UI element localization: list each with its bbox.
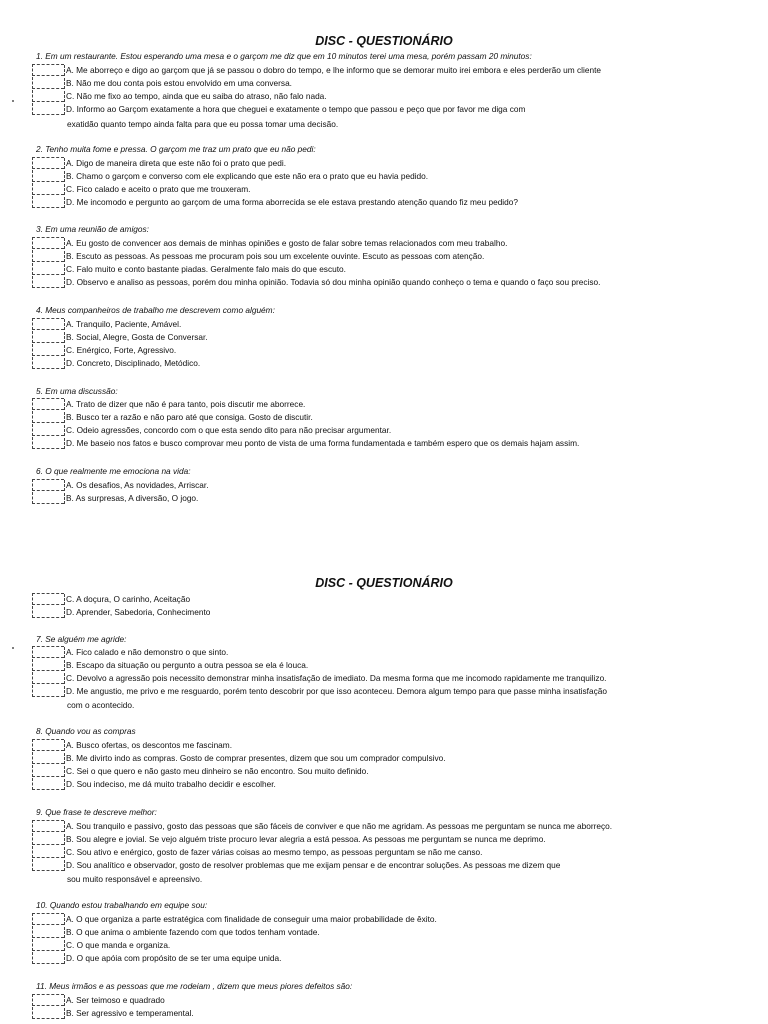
- questionnaire-page-2: [0, 540, 768, 1024]
- answer-box[interactable]: [32, 263, 64, 275]
- option-label: A. Tranquilo, Paciente, Amável.: [66, 319, 182, 329]
- option-label: B. Busco ter a razão e não paro até que consiga. Gosto de discutir.: [66, 412, 313, 422]
- option-label: A. Os desafios, As novidades, Arriscar.: [66, 480, 209, 490]
- answer-box[interactable]: [32, 672, 64, 684]
- option-continuation: sou muito responsável e apreensivo.: [67, 874, 203, 884]
- option-label: C. Fico calado e aceito o prato que me trouxeram.: [66, 184, 251, 194]
- option-label: B. Chamo o garçom e converso com ele explicando que este não era o prato que eu havia pedido.: [66, 171, 429, 181]
- option-continuation: com o acontecido.: [67, 700, 135, 710]
- option-label: D. Concreto, Disciplinado, Metódico.: [66, 358, 201, 368]
- answer-box[interactable]: [32, 77, 64, 89]
- page-title: DISC - QUESTIONÁRIO: [315, 576, 453, 590]
- option-label: D. Informo ao Garçom exatamente a hora que cheguei e exatamente o tempo que passou e peço que por favor me diga com: [66, 104, 526, 114]
- option-label: B. Me divirto indo as compras. Gosto de comprar presentes, dizem que sou um comprador compulsivo.: [66, 753, 446, 763]
- question-10: 10. Quando estou trabalhando em equipe sou:: [36, 900, 208, 910]
- question-4: 4. Meus companheiros de trabalho me descrevem como alguém:: [36, 305, 275, 315]
- answer-box[interactable]: [32, 913, 64, 925]
- answer-box[interactable]: [32, 685, 64, 697]
- answer-box[interactable]: [32, 646, 64, 658]
- answer-box[interactable]: [32, 846, 64, 858]
- option-label: B. Escapo da situação ou pergunto a outra pessoa se ela é louca.: [66, 660, 309, 670]
- option-label: A. Ser teimoso e quadrado: [66, 995, 165, 1005]
- question-5: 5. Em uma discussão:: [36, 386, 118, 396]
- answer-box[interactable]: [32, 739, 64, 751]
- answer-box[interactable]: [32, 318, 64, 330]
- option-label: C. Sei o que quero e não gasto meu dinheiro se não encontro. Sou muito definido.: [66, 766, 369, 776]
- option-label: C. Odeio agressões, concordo com o que esta sendo dito para não precisar argumentar.: [66, 425, 392, 435]
- option-label: B. Ser agressivo e temperamental.: [66, 1008, 194, 1018]
- option-label: B. Sou alegre e jovial. Se vejo alguém triste procuro levar alegria a está pessoa. As pessoas me perguntam se nunca me deprimo.: [66, 834, 546, 844]
- answer-box[interactable]: [32, 752, 64, 764]
- answer-box[interactable]: [32, 398, 64, 410]
- answer-box[interactable]: [32, 659, 64, 671]
- option-label: B. Social, Alegre, Gosta de Conversar.: [66, 332, 208, 342]
- option-label: C. Devolvo a agressão pois necessito demonstrar minha insatisfação de imediato. Da mesma forma que me incomodo rapidamente me tranquilizo.: [66, 673, 607, 683]
- question-7: 7. Se alguém me agride:: [36, 634, 127, 644]
- option-label: D. Me angustio, me privo e me resguardo, porém tento descobrir por que isso aconteceu. Demora algum tempo para que passe minha insatisfação: [66, 686, 607, 696]
- option-label: D. Me baseio nos fatos e busco comprovar meu ponto de vista de uma forma fundamentada e também espero que os demais hajam assim.: [66, 438, 580, 448]
- option-label: A. Fico calado e não demonstro o que sinto.: [66, 647, 229, 657]
- option-label: C. Sou ativo e enérgico, gosto de fazer várias coisas ao mesmo tempo, as pessoas perguntam se não me canso.: [66, 847, 483, 857]
- answer-box[interactable]: [32, 90, 64, 102]
- answer-box[interactable]: [32, 859, 64, 871]
- answer-box[interactable]: [32, 952, 64, 964]
- option-label: C. Não me fixo ao tempo, ainda que eu saiba do atraso, não falo nada.: [66, 91, 327, 101]
- option-continuation: exatidão quanto tempo ainda falta para que eu possa tomar uma decisão.: [67, 119, 339, 129]
- option-label: A. Trato de dizer que não é para tanto, pois discutir me aborrece.: [66, 399, 306, 409]
- question-9: 9. Que frase te descreve melhor:: [36, 807, 157, 817]
- answer-box[interactable]: [32, 250, 64, 262]
- question-1: 1. Em um restaurante. Estou esperando uma mesa e o garçom me diz que em 10 minutos terei uma mesa, porém passam 20 minutos:: [36, 51, 532, 61]
- option-label: B. Escuto as pessoas. As pessoas me procuram pois sou um excelente ouvinte. Escuto as pessoas com atenção.: [66, 251, 485, 261]
- option-label: C. Falo muito e conto bastante piadas. Geralmente falo mais do que escuto.: [66, 264, 346, 274]
- answer-box[interactable]: [32, 437, 64, 449]
- answer-box[interactable]: [32, 64, 64, 76]
- answer-box[interactable]: [32, 833, 64, 845]
- option-label: C. O que manda e organiza.: [66, 940, 171, 950]
- answer-box[interactable]: [32, 765, 64, 777]
- answer-box[interactable]: [32, 157, 64, 169]
- answer-box[interactable]: [32, 778, 64, 790]
- option-label: A. Busco ofertas, os descontos me fascinam.: [66, 740, 233, 750]
- question-2: 2. Tenho muita fome e pressa. O garçom me traz um prato que eu não pedi:: [36, 144, 316, 154]
- answer-box[interactable]: [32, 411, 64, 423]
- option-label: D. Sou indeciso, me dá muito trabalho decidir e escolher.: [66, 779, 276, 789]
- answer-box[interactable]: [32, 344, 64, 356]
- option-label: B. Não me dou conta pois estou envolvido em uma conversa.: [66, 78, 292, 88]
- option-label: D. Observo e analiso as pessoas, porém dou minha opinião. Todavia só dou minha opinião quando conheço o tema e quando o faço sou preciso.: [66, 277, 601, 287]
- option-label: B. O que anima o ambiente fazendo com que todos tenham vontade.: [66, 927, 320, 937]
- answer-box[interactable]: [32, 926, 64, 938]
- answer-box[interactable]: [32, 170, 64, 182]
- answer-box[interactable]: [32, 939, 64, 951]
- answer-box[interactable]: [32, 593, 64, 605]
- answer-box[interactable]: [32, 331, 64, 343]
- option-label: D. Aprender, Sabedoria, Conhecimento: [66, 607, 211, 617]
- answer-box[interactable]: [32, 479, 64, 491]
- answer-box[interactable]: [32, 1007, 64, 1019]
- question-8: 8. Quando vou as compras: [36, 726, 136, 736]
- option-label: B. As surpresas, A diversão, O jogo.: [66, 493, 199, 503]
- option-label: C. Enérgico, Forte, Agressivo.: [66, 345, 177, 355]
- answer-box[interactable]: [32, 606, 64, 618]
- option-label: A. Eu gosto de convencer aos demais de minhas opiniões e gosto de falar sobre temas relacionados com meu trabalho.: [66, 238, 508, 248]
- answer-box[interactable]: [32, 183, 64, 195]
- option-label: A. Sou tranquilo e passivo, gosto das pessoas que são fáceis de conviver e que não me agridam. As pessoas me perguntam se nunca me aborreço.: [66, 821, 613, 831]
- question-6: 6. O que realmente me emociona na vida:: [36, 466, 191, 476]
- option-label: C. A doçura, O carinho, Aceitação: [66, 594, 191, 604]
- option-label: A. Digo de maneira direta que este não foi o prato que pedi.: [66, 158, 287, 168]
- page-mark: [12, 647, 14, 649]
- option-label: D. Me incomodo e pergunto ao garçom de uma forma aborrecida se ele estava prestando atenção quando fiz meu pedido?: [66, 197, 518, 207]
- option-label: D. O que apóia com propósito de se ter uma equipe unida.: [66, 953, 282, 963]
- answer-box[interactable]: [32, 357, 64, 369]
- answer-box[interactable]: [32, 237, 64, 249]
- option-label: A. O que organiza a parte estratégica com finalidade de conseguir uma maior probabilidade de êxito.: [66, 914, 437, 924]
- answer-box[interactable]: [32, 276, 64, 288]
- answer-box[interactable]: [32, 196, 64, 208]
- question-11: 11. Meus irmãos e as pessoas que me rodeiam , dizem que meus piores defeitos são:: [36, 981, 353, 991]
- question-3: 3. Em uma reunião de amigos:: [36, 224, 149, 234]
- option-label: A. Me aborreço e digo ao garçom que já se passou o dobro do tempo, e lhe informo que se demorar muito irei embora e eles perderão um cliente: [66, 65, 601, 75]
- answer-box[interactable]: [32, 492, 64, 504]
- answer-box[interactable]: [32, 994, 64, 1006]
- answer-box[interactable]: [32, 424, 64, 436]
- answer-box[interactable]: [32, 820, 64, 832]
- page-mark: [12, 100, 14, 102]
- answer-box[interactable]: [32, 103, 64, 115]
- option-label: D. Sou analítico e observador, gosto de resolver problemas que me exijam pensar e de encontrar soluções. As pessoas me dizem que: [66, 860, 561, 870]
- page-title: DISC - QUESTIONÁRIO: [315, 34, 453, 48]
